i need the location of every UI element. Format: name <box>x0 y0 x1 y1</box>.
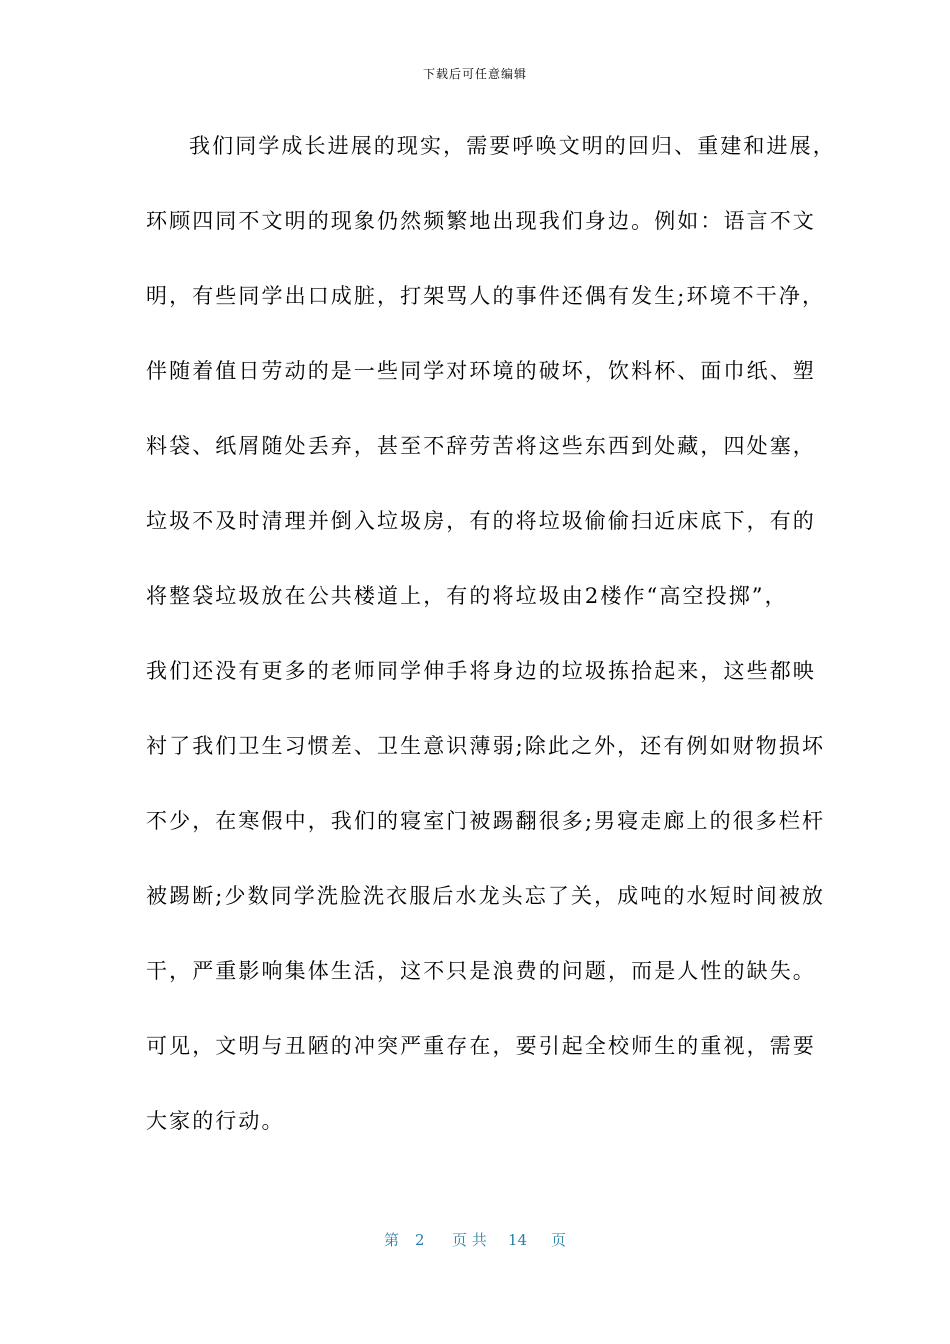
footer-page-number: 2 <box>415 1231 425 1249</box>
paragraph-line-4: 伴随着值日劳动的是一些同学对环境的破坏，饮料杯、面巾纸、塑 <box>146 359 816 383</box>
paragraph-line-12: 干，严重影响集体生活，这不只是浪费的问题，而是人性的缺失。 <box>146 959 816 983</box>
paragraph-line-3: 明，有些同学出口成脏，打架骂人的事件还偶有发生;环境不干净， <box>146 284 826 308</box>
paragraph-line-7: 将整袋垃圾放在公共楼道上，有的将垃圾由2楼作“高空投掷”， <box>146 584 788 608</box>
paragraph-line-8: 我们还没有更多的老师同学伸手将身边的垃圾拣拾起来，这些都映 <box>146 659 816 683</box>
footer-ye: 页 <box>551 1231 567 1249</box>
page-footer <box>0 1229 950 1251</box>
paragraph-line-13: 可见，文明与丑陋的冲突严重存在，要引起全校师生的重视，需要 <box>146 1034 816 1058</box>
paragraph-line-2: 环顾四同不文明的现象仍然频繁地出现我们身边。例如：语言不文 <box>146 209 816 233</box>
footer-total-pages: 14 <box>508 1231 528 1249</box>
paragraph-line-14: 大家的行动。 <box>146 1109 285 1133</box>
header-text: 下载后可任意编辑 <box>422 67 527 81</box>
footer-ye-gong: 页 共 <box>452 1231 487 1249</box>
footer-di: 第 <box>384 1231 400 1249</box>
paragraph-line-9: 衬了我们卫生习惯差、卫生意识薄弱;除此之外，还有例如财物损坏 <box>146 734 826 758</box>
paragraph-line-10: 不少，在寒假中，我们的寝室门被踢翻很多;男寝走廊上的很多栏杆 <box>146 809 826 833</box>
paragraph-line-6: 垃圾不及时清理并倒入垃圾房，有的将垃圾偷偷扫近床底下，有的 <box>146 509 816 533</box>
paragraph-line-5: 料袋、纸屑随处丢弃，甚至不辞劳苦将这些东西到处藏，四处塞， <box>146 434 816 458</box>
paragraph-line-1: 我们同学成长进展的现实，需要呼唤文明的回归、重建和进展， <box>189 134 836 158</box>
paragraph-line-11: 被踢断;少数同学洗脸洗衣服后水龙头忘了关，成吨的水短时间被放 <box>146 884 826 908</box>
